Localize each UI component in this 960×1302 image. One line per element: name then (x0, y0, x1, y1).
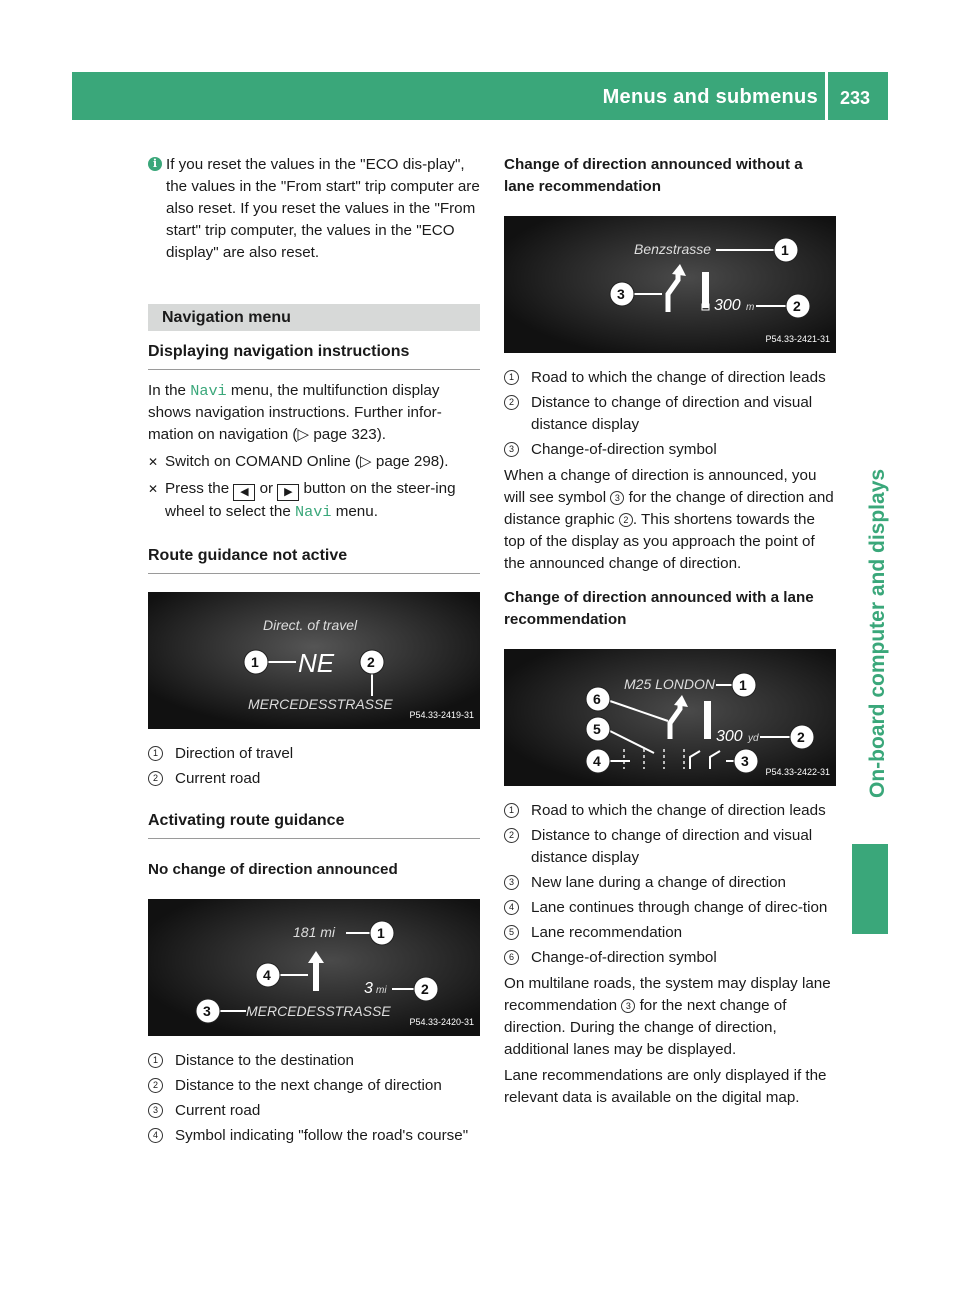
callout-2: 2 (504, 828, 519, 843)
image-code: P54.33-2421-31 (765, 334, 830, 344)
legend-text: Distance to change of direction and visual distance display (531, 394, 813, 433)
callout-1: 1 (504, 803, 519, 818)
side-tab (852, 130, 888, 830)
multilane-paragraph (504, 973, 834, 1061)
legend-item (504, 800, 834, 822)
legend-text: Current road (175, 770, 261, 787)
legend-item (504, 367, 834, 389)
nav-intro (148, 380, 480, 446)
callout-1: 1 (148, 746, 163, 761)
callout-3: 3 (610, 491, 624, 505)
para2-a: On multilane roads, the system may display lane recommendation (504, 975, 831, 1014)
callout-6: 6 (504, 950, 519, 965)
legend-item (504, 922, 834, 944)
announce-paragraph (504, 465, 834, 575)
svg-text:2: 2 (421, 981, 429, 997)
svg-text:6: 6 (593, 691, 601, 707)
para-a: When a change of direction is announced, you will see symbol (504, 467, 817, 506)
lane-data-paragraph: Lane recommendations are only displayed if the relevant data is available on the digital map. (504, 1067, 827, 1106)
callout-4: 4 (504, 900, 519, 915)
display-image-without-lane (504, 216, 836, 353)
img4-dist: 300 (716, 728, 743, 745)
svg-text:2: 2 (793, 298, 801, 314)
legend-text: Symbol indicating "follow the road's course" (175, 1127, 469, 1144)
left-column (148, 154, 480, 1147)
svg-text:1: 1 (251, 654, 259, 670)
legend-text: Distance to change of direction and visual distance display (531, 827, 813, 866)
navi-menu-term: Navi (295, 503, 332, 521)
svg-text:3: 3 (203, 1003, 211, 1019)
step-arrow-icon: ✕ (148, 482, 159, 496)
page-title: Menus and submenus (602, 86, 818, 108)
img3-unit: m (746, 302, 755, 313)
callout-2: 2 (148, 771, 163, 786)
left-button-icon: ◀ (233, 484, 255, 501)
legend-text: New lane during a change of direction (531, 874, 786, 891)
callout-1: 1 (504, 370, 519, 385)
legend-item (148, 1050, 480, 1072)
header-bar (72, 72, 888, 120)
svg-text:4: 4 (263, 967, 271, 983)
step2-or: or (255, 480, 278, 497)
img1-street: MERCEDESSTRASSE (248, 696, 393, 712)
nav-heading: Displaying navigation instructions (148, 341, 480, 370)
img3-dist: 300 (714, 297, 741, 314)
img1-direction: NE (298, 648, 335, 678)
step-1 (148, 451, 480, 473)
legend-text: Lane recommendation (531, 924, 683, 941)
image-code: P54.33-2419-31 (409, 710, 474, 720)
legend-text: Road to which the change of direction leads (531, 369, 826, 386)
image-code: P54.33-2420-31 (409, 1017, 474, 1027)
nav-intro-b: menu, the multifunction display shows navigation instructions. Further infor-mation on navigation ( (148, 382, 442, 443)
img2-dist-dest: 181 mi (293, 924, 336, 940)
step2-c: menu. (331, 503, 378, 520)
callout-3: 3 (504, 875, 519, 890)
step-arrow-icon: ✕ (148, 455, 159, 469)
step-2 (148, 478, 480, 523)
legend-text: Distance to the destination (175, 1052, 354, 1069)
display-image-route-inactive (148, 592, 480, 729)
legend-text: Direction of travel (175, 745, 294, 762)
info-note (148, 154, 480, 264)
legend-item (504, 439, 834, 461)
header-divider (825, 72, 828, 120)
legend-text: Lane continues through change of direc-tion (531, 899, 828, 916)
img2-unit: mi (376, 985, 387, 996)
callout-1: 1 (148, 1053, 163, 1068)
right-column (504, 154, 834, 1109)
callout-3: 3 (621, 999, 635, 1013)
legend-text: Distance to the next change of direction (175, 1077, 442, 1094)
callout-4: 4 (148, 1128, 163, 1143)
legend-item (504, 392, 834, 436)
para-c: . This shortens towards the top of the display as you approach the point of the announced change of direction. (504, 511, 815, 572)
callout-2: 2 (504, 395, 519, 410)
route-heading: Route guidance not active (148, 545, 480, 574)
svg-text:1: 1 (781, 242, 789, 258)
step1-a: Switch on COMAND Online ( (165, 453, 360, 470)
nav-intro-c: page 323). (309, 426, 386, 443)
page-ref-icon: ▷ (359, 453, 372, 470)
step1-b: page 298). (371, 453, 449, 470)
callout-3: 3 (504, 442, 519, 457)
legend-item (504, 872, 834, 894)
img4-unit: yd (748, 733, 759, 744)
display-image-no-change (148, 899, 480, 1036)
legend-item (148, 1100, 480, 1122)
para2-b: for the next change of direction. During the change of direction, additional lanes may be displayed. (504, 997, 787, 1058)
callout-3: 3 (148, 1103, 163, 1118)
right-button-icon: ▶ (277, 484, 299, 501)
callout-5: 5 (504, 925, 519, 940)
legend-item (148, 743, 480, 765)
para-b: for the change of direction and distance graphic (504, 489, 834, 528)
page-number: 233 (839, 88, 870, 108)
with-heading: Change of direction announced with a lane recommendation (504, 589, 814, 628)
svg-text:4: 4 (593, 753, 601, 769)
info-icon: i (148, 157, 162, 171)
step2-a: Press the (165, 480, 234, 497)
svg-text:3: 3 (741, 753, 749, 769)
svg-text:2: 2 (797, 729, 805, 745)
svg-text:1: 1 (377, 925, 385, 941)
svg-text:1: 1 (739, 677, 747, 693)
section-title: Navigation menu (148, 304, 480, 331)
side-tab-label: On-board computer and displays (866, 468, 889, 798)
img2-dist-next: 3 (364, 980, 373, 997)
legend-item (148, 768, 480, 790)
legend-text: Current road (175, 1102, 261, 1119)
activating-heading: Activating route guidance (148, 810, 480, 839)
img3-street: Benzstrasse (634, 241, 712, 257)
step2-b: button on the steer-ing wheel to select the (165, 480, 456, 520)
nochange-heading: No change of direction announced (148, 861, 398, 878)
without-heading: Change of direction announced without a lane recommendation (504, 156, 803, 195)
svg-text:3: 3 (617, 286, 625, 302)
img4-street: M25 LONDON (624, 676, 716, 692)
callout-2: 2 (148, 1078, 163, 1093)
navi-menu-term: Navi (190, 382, 227, 400)
nav-intro-a: In the (148, 382, 191, 399)
img2-street: MERCEDESSTRASSE (246, 1003, 391, 1019)
side-tab-marker (852, 844, 888, 934)
legend-item (148, 1075, 480, 1097)
legend-item (504, 897, 834, 919)
legend-item (504, 947, 834, 969)
legend-text: Change-of-direction symbol (531, 949, 717, 966)
info-note-text: If you reset the values in the "ECO dis-play", the values in the "From start" trip computer are also reset. If you reset the values in the "From start" trip computer, the values in the "ECO display" are also reset. (166, 156, 480, 261)
svg-text:5: 5 (593, 721, 601, 737)
legend-text: Road to which the change of direction leads (531, 802, 826, 819)
page-ref-icon: ▷ (297, 426, 310, 443)
legend-item (148, 1125, 480, 1147)
legend-item (504, 825, 834, 869)
img1-label: Direct. of travel (263, 617, 358, 633)
callout-2: 2 (619, 513, 633, 527)
image-code: P54.33-2422-31 (765, 767, 830, 777)
svg-text:2: 2 (367, 654, 375, 670)
legend-text: Change-of-direction symbol (531, 441, 717, 458)
display-image-with-lane (504, 649, 836, 786)
